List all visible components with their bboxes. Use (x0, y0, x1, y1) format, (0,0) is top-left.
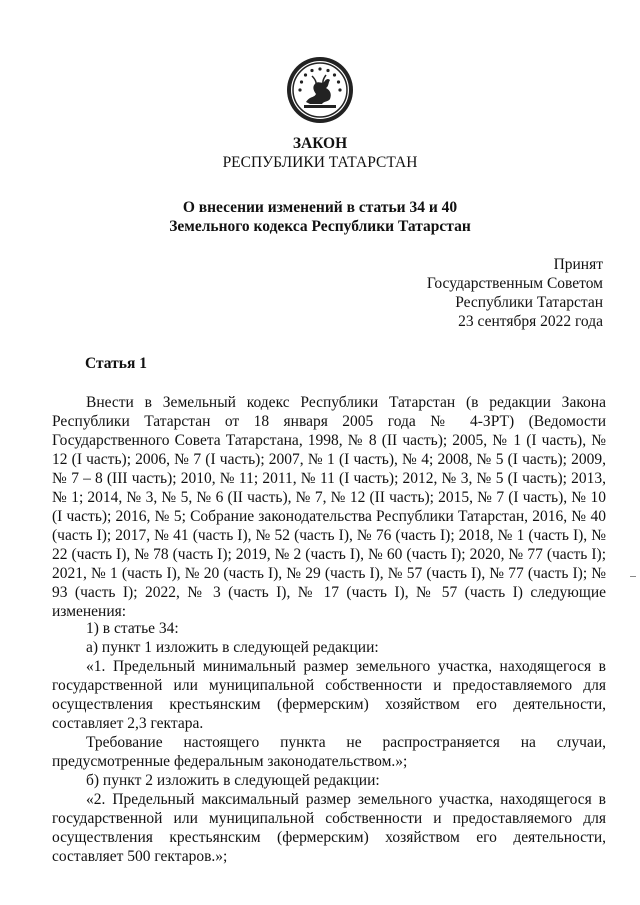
adopted-line-2: Государственным Советом (426, 275, 603, 292)
clause-1-requirement: Требование настоящего пункта не распространяется на случаи, предусмотренные федеральным законодательством.»; (52, 734, 606, 770)
republic-heading: РЕСПУБЛИКИ ТАТАРСТАН (222, 154, 418, 171)
law-title-line-1: О внесении изменений в статьи 34 и 40 (182, 199, 458, 216)
law-title-line-2: Земельного кодекса Республики Татарстан (169, 218, 471, 235)
adoption-date: 23 сентября 2022 года (458, 313, 603, 330)
item-1: 1) в статье 34: (86, 620, 179, 637)
clause-1-text: «1. Предельный минимальный размер земельного участка, находящегося в государственной или муниципальной собственности и предоставляемого для осуществления крестьянским (фермерским) хозяйством его деятельности, составляет 2,3 гектара. (52, 658, 606, 732)
adopted-line-3: Республики Татарстан (455, 294, 603, 311)
amendment-intro (52, 393, 606, 621)
law-heading: ЗАКОН (292, 135, 348, 152)
item-1-b: б) пункт 2 изложить в следующей редакции: (86, 772, 380, 789)
amendment-items (52, 619, 606, 866)
article-heading: Статья 1 (85, 355, 147, 372)
coat-of-arms-emblem (286, 56, 354, 124)
item-1-a: а) пункт 1 изложить в следующей редакции: (86, 639, 379, 656)
clause-2-text: «2. Предельный максимальный размер земельного участка, находящегося в государственной или муниципальной собственности и предоставляемого для осуществления крестьянским (фермерским) хозяйством его деятельности, составляет 500 гектаров.»; (52, 791, 606, 865)
intro-paragraph: Внести в Земельный кодекс Республики Татарстан (в редакции Закона Республики Татарстан от 18 января 2005 года № 4-ЗРТ) (Ведомости Государственного Совета Татарстана, 1998, № 8 (II часть); 2005, № 1 (I часть), № 12 (I часть); 2006, № 7 (I часть); 2007, № 1 (I часть), № 4; 2008, № 5 (I часть); 2009, № 7 – 8 (III часть); 2010, № 11; 2011, № 11 (I часть); 2012, № 3, № 5 (I часть); 2013, № 1; 2014, № 3, № 5, № 6 (II часть), № 7, № 12 (II часть); 2015, № 7 (I часть), № 10 (I часть); 2016, № 5; Собрание законодательства Республики Татарстан, 2016, № 40 (часть I); 2017, № 41 (часть I), № 52 (часть I), № 76 (часть I); 2018, № 1 (часть I), № 22 (часть I), № 78 (часть I); 2019, № 2 (часть I), № 60 (часть I); 2020, № 77 (часть I); 2021, № 1 (часть I), № 20 (часть I), № 29 (часть I), № 57 (часть I), № 77 (часть I); № 93 (часть I); 2022, № 3 (часть I), № 17 (часть I), № 57 (часть I) следующие изменения: (52, 394, 606, 620)
margin-mark (630, 576, 636, 577)
adopted-line-1: Принят (553, 256, 603, 273)
